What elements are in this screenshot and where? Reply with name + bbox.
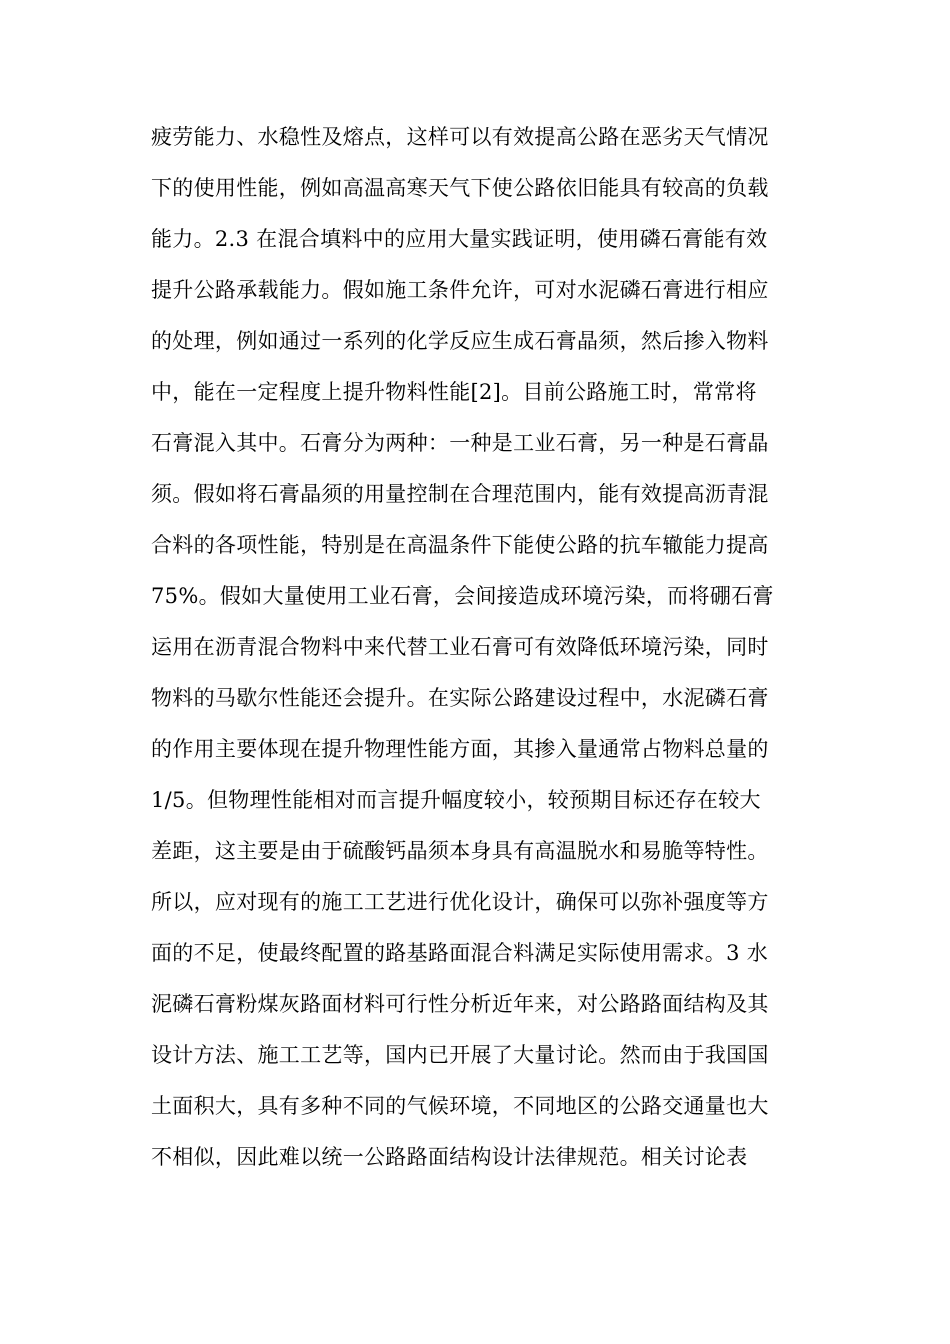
text-line: 能力。2.3 在混合填料中的应用大量实践证明，使用磷石膏能有效 (151, 227, 768, 251)
text-line: 75%。假如大量使用工业石膏，会间接造成环境污染，而将硼石膏 (151, 584, 774, 608)
text-line: 石膏混入其中。石膏分为两种：一种是工业石膏，另一种是石膏晶 (151, 431, 769, 455)
text-line: 1/5。但物理性能相对而言提升幅度较小，较预期目标还存在较大 (151, 788, 761, 812)
text-line: 中，能在一定程度上提升物料性能[2]。目前公路施工时，常常将 (151, 380, 757, 404)
text-line: 土面积大，具有多种不同的气候环境，不同地区的公路交通量也大 (151, 1094, 769, 1118)
text-line: 疲劳能力、水稳性及熔点，这样可以有效提高公路在恶劣天气情况 (151, 125, 769, 149)
text-line: 面的不足，使最终配置的路基路面混合料满足实际使用需求。3 水 (151, 941, 769, 965)
text-line: 不相似，因此难以统一公路路面结构设计法律规范。相关讨论表 (151, 1145, 748, 1169)
text-line: 下的使用性能，例如高温高寒天气下使公路依旧能具有较高的负载 (151, 176, 769, 200)
text-line: 所以，应对现有的施工工艺进行优化设计，确保可以弥补强度等方 (151, 890, 769, 914)
text-line: 提升公路承载能力。假如施工条件允许，可对水泥磷石膏进行相应 (151, 278, 769, 302)
text-line: 须。假如将石膏晶须的用量控制在合理范围内，能有效提高沥青混 (151, 482, 769, 506)
text-line: 运用在沥青混合物料中来代替工业石膏可有效降低环境污染，同时 (151, 635, 769, 659)
body-paragraph (151, 112, 811, 1183)
text-line: 设计方法、施工工艺等，国内已开展了大量讨论。然而由于我国国 (151, 1043, 769, 1067)
text-line: 差距，这主要是由于硫酸钙晶须本身具有高温脱水和易脆等特性。 (151, 839, 769, 863)
text-line: 的处理，例如通过一系列的化学反应生成石膏晶须，然后掺入物料 (151, 329, 769, 353)
text-line: 泥磷石膏粉煤灰路面材料可行性分析近年来，对公路路面结构及其 (151, 992, 769, 1016)
text-line: 物料的马歇尔性能还会提升。在实际公路建设过程中，水泥磷石膏 (151, 686, 769, 710)
text-line: 的作用主要体现在提升物理性能方面，其掺入量通常占物料总量的 (151, 737, 769, 761)
text-line: 合料的各项性能，特别是在高温条件下能使公路的抗车辙能力提高 (151, 533, 769, 557)
